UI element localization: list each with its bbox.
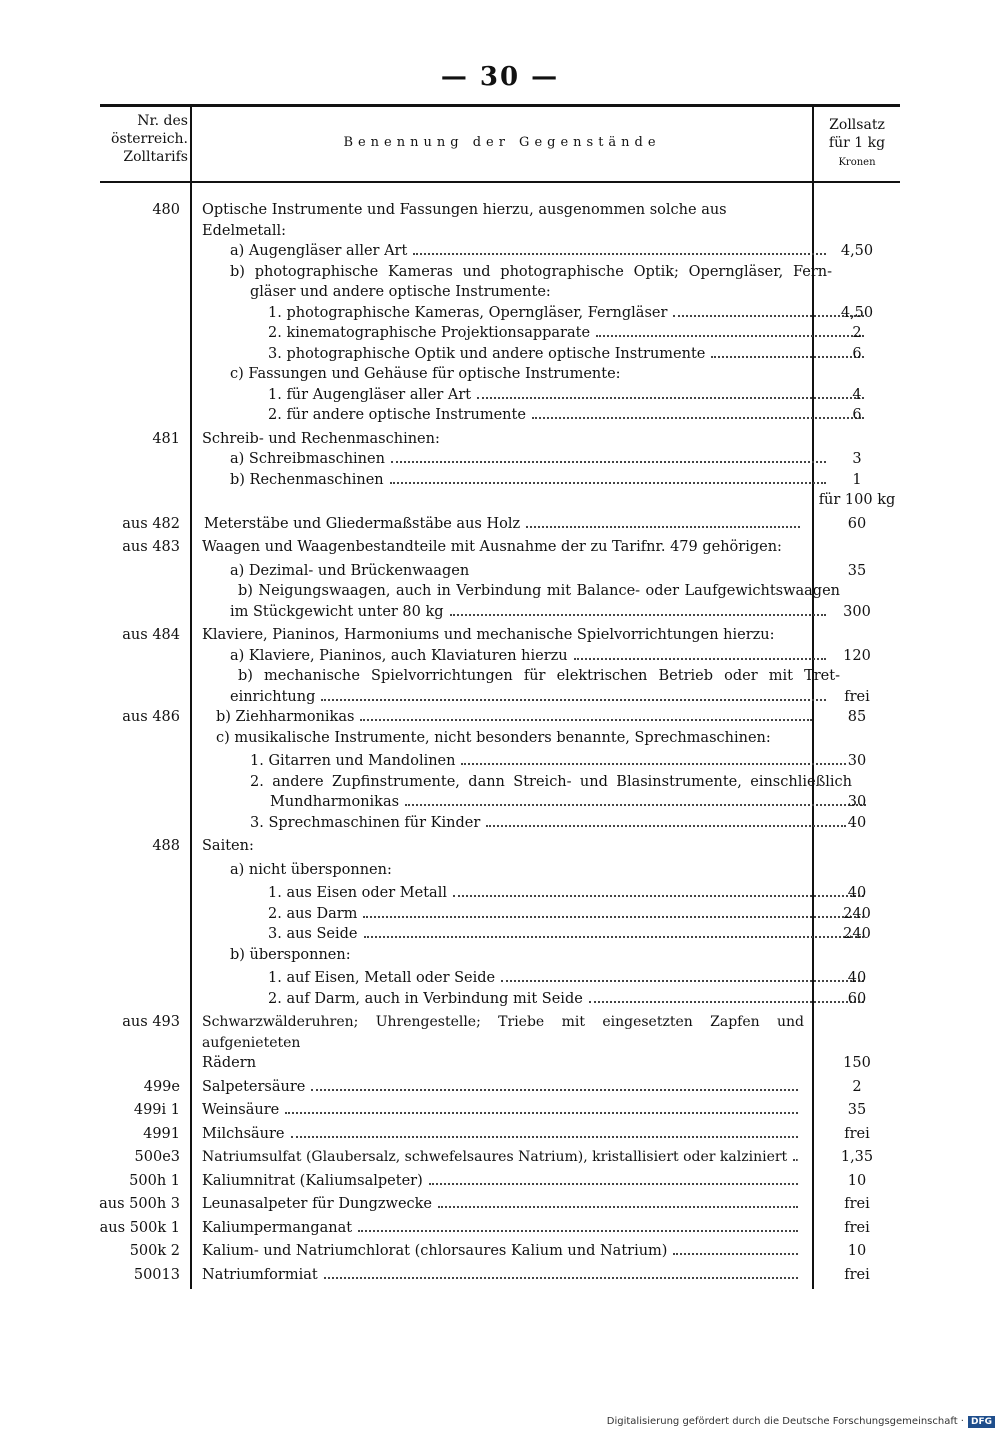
table-row — [100, 385, 900, 406]
item-text: b) photographische Kameras und photographische Optik; Operngläser, Fern- — [230, 263, 832, 280]
item-text: Rädern — [202, 1055, 257, 1071]
item-text: c) Fassungen und Gehäuse für optische Instrumente: — [230, 366, 621, 382]
tariff-number: 50013 — [133, 1266, 180, 1283]
duty-rate: 1,35 — [840, 1149, 874, 1165]
item-text: Weinsäure — [202, 1100, 804, 1121]
table-row — [100, 1147, 900, 1168]
tariff-number: 500e3 — [134, 1149, 180, 1165]
table-row — [100, 200, 900, 241]
item-text: a) Schreibmaschinen — [202, 449, 832, 470]
table-row — [100, 429, 900, 450]
table-row — [100, 303, 900, 324]
duty-rate: 6 — [852, 345, 862, 362]
item-text: 2. auf Darm, auch in Verbindung mit Seide — [202, 989, 870, 1010]
tariff-table — [100, 104, 900, 1289]
header-duty-rate — [814, 116, 900, 172]
tariff-number: 500h 1 — [129, 1172, 180, 1189]
header-nr-line: Zolltarifs — [123, 149, 188, 165]
duty-rate: frei — [844, 1125, 870, 1142]
header-item-name: Benennung der Gegenstände — [343, 135, 661, 150]
item-text: 2. andere Zupfinstrumente, dann Streich- und Blasinstrumente, einschließlich — [250, 773, 852, 790]
duty-rate: 30 — [847, 794, 867, 810]
tariff-number: 500k 2 — [129, 1243, 180, 1259]
table-row — [100, 490, 900, 511]
duty-rate: 2 — [852, 1078, 862, 1095]
table-row — [100, 602, 900, 623]
table-row — [100, 813, 900, 834]
duty-rate: frei — [844, 1266, 870, 1283]
item-text: Schreib- und Rechenmaschinen: — [202, 430, 440, 447]
table-row — [100, 344, 900, 365]
table-row — [100, 537, 900, 558]
item-text: Schwarzwälderuhren; Uhrengestelle; Triebe mit eingesetzten Zapfen und aufgenieteten — [202, 1014, 804, 1051]
item-text: 3. photographische Optik und andere optische Instrumente — [202, 344, 870, 365]
item-text: b) Ziehharmonikas — [202, 707, 818, 728]
item-text: im Stückgewicht unter 80 kg — [202, 602, 832, 623]
table-row — [100, 687, 900, 708]
item-text — [202, 490, 804, 511]
table-row — [100, 581, 900, 602]
digitization-credit — [0, 1416, 995, 1428]
table-row — [100, 924, 900, 945]
item-text: a) Dezimal- und Brückenwaagen — [230, 562, 470, 579]
table-row — [100, 364, 900, 385]
item-text: Milchsäure — [202, 1124, 804, 1145]
duty-rate: 6 — [852, 407, 862, 423]
header-rate-unit: Kronen — [838, 157, 876, 168]
duty-rate: 4,50 — [840, 243, 874, 259]
item-text: Natriumsulfat (Glaubersalz, schwefelsaures Natrium), kristallisiert oder kalziniert — [202, 1147, 804, 1168]
header-nr-line: österreich. — [111, 131, 188, 147]
item-text: b) Rechenmaschinen — [202, 470, 832, 491]
table-row — [100, 1053, 900, 1074]
table-row — [100, 792, 900, 813]
header-tariff-number — [100, 112, 188, 166]
item-text: 1. photographische Kameras, Operngläser, Ferngläser — [202, 303, 870, 324]
item-text: 1. Gitarren und Mandolinen — [202, 751, 852, 772]
item-text: Salpetersäure — [202, 1077, 804, 1098]
duty-rate: frei — [844, 688, 870, 705]
duty-rate: 35 — [847, 1102, 867, 1118]
item-text: b) übersponnen: — [230, 946, 351, 963]
table-row — [100, 883, 900, 904]
table-row — [100, 860, 900, 881]
item-text: 2. kinematographische Projektionsapparate — [202, 323, 870, 344]
duty-rate: frei — [844, 1196, 870, 1212]
item-text: einrichtung — [202, 687, 832, 708]
item-text: Optische Instrumente und Fassungen hierzu, ausgenommen solche aus Edelmetall: — [202, 202, 727, 239]
item-text: Klaviere, Pianinos, Harmoniums und mechanische Spielvorrichtungen hierzu: — [202, 627, 775, 643]
table-row — [100, 1124, 900, 1145]
item-text: Waagen und Waagenbestandteile mit Ausnahme der zu Tarifnr. 479 gehörigen: — [202, 539, 782, 555]
item-text: 3. Sprechmaschinen für Kinder — [202, 813, 852, 834]
table-row — [100, 1241, 900, 1262]
item-text: a) nicht übersponnen: — [230, 861, 392, 878]
table-row — [100, 262, 900, 283]
item-text: 1. aus Eisen oder Metall — [202, 883, 870, 904]
duty-rate: 240 — [843, 905, 871, 922]
item-text: Kalium- und Natriumchlorat (chlorsaures Kalium und Natrium) — [202, 1241, 804, 1262]
item-text: a) Augengläser aller Art — [202, 241, 832, 262]
item-text: Meterstäbe und Gliedermaßstäbe aus Holz — [202, 514, 806, 535]
tariff-number: aus 500k 1 — [99, 1219, 180, 1236]
item-text: gläser und andere optische Instrumente: — [250, 284, 551, 300]
table-row — [100, 989, 900, 1010]
duty-rate: 10 — [847, 1172, 867, 1189]
tariff-number: aus 500h 3 — [99, 1196, 180, 1212]
duty-rate: 1 — [852, 471, 862, 488]
table-row — [100, 666, 900, 687]
duty-rate: 85 — [847, 709, 867, 725]
duty-rate: 3 — [852, 451, 862, 467]
table-row — [100, 282, 900, 303]
duty-rate: 60 — [847, 515, 867, 532]
table-row — [100, 904, 900, 925]
table-row — [100, 323, 900, 344]
tariff-number: 481 — [152, 430, 180, 447]
duty-rate: 60 — [847, 990, 867, 1007]
item-text: Kaliumpermanganat — [202, 1218, 804, 1239]
table-header-rule — [100, 181, 900, 183]
item-text: Leunasalpeter für Dungzwecke — [202, 1194, 804, 1215]
table-row — [100, 514, 900, 535]
table-row — [100, 1194, 900, 1215]
tariff-number: 488 — [152, 838, 180, 854]
item-text: 3. aus Seide — [202, 924, 870, 945]
duty-rate: 10 — [847, 1243, 867, 1259]
table-row — [100, 728, 900, 749]
duty-rate: 40 — [847, 970, 867, 986]
item-text: b) mechanische Spielvorrichtungen für elektrischen Betrieb oder mit Tret- — [238, 668, 840, 684]
tariff-number: aus 482 — [122, 515, 180, 532]
table-row — [100, 405, 900, 426]
item-text: 2. aus Darm — [202, 904, 870, 925]
header-rate-line: für 1 kg — [828, 135, 886, 151]
item-text: 1. für Augengläser aller Art — [202, 385, 870, 406]
credit-text: Digitalisierung gefördert durch die Deutsche Forschungsgemeinschaft · — [606, 1416, 964, 1427]
table-row — [100, 968, 900, 989]
table-row — [100, 751, 900, 772]
table-row — [100, 1171, 900, 1192]
tariff-number: 499i 1 — [133, 1102, 180, 1118]
duty-rate: 40 — [847, 814, 867, 831]
duty-rate: 4,50 — [840, 304, 874, 321]
duty-rate: 35 — [847, 562, 867, 579]
table-top-rule — [100, 104, 900, 107]
table-row — [100, 945, 900, 966]
duty-rate: 240 — [843, 926, 871, 942]
duty-rate: 120 — [843, 647, 871, 664]
table-row — [100, 646, 900, 667]
item-text: 1. auf Eisen, Metall oder Seide — [202, 968, 870, 989]
duty-rate: 4 — [852, 386, 862, 403]
table-row — [100, 625, 900, 646]
table-row — [100, 449, 900, 470]
item-text: 2. für andere optische Instrumente — [202, 405, 870, 426]
rate-unit-note: für 100 kg — [818, 492, 896, 508]
table-row — [100, 1100, 900, 1121]
dfg-logo: DFG — [968, 1416, 995, 1428]
page-number: — 30 — — [440, 62, 560, 92]
item-text: Mundharmonikas — [202, 792, 872, 813]
tariff-number: 499e — [143, 1078, 180, 1095]
tariff-number: aus 483 — [122, 539, 180, 555]
duty-rate: 2 — [852, 325, 862, 341]
table-row — [100, 561, 900, 582]
item-text: b) Neigungswaagen, auch in Verbindung mit Balance- oder Laufgewichtswaagen — [238, 583, 840, 599]
duty-rate: 30 — [847, 753, 867, 769]
item-text: Kaliumnitrat (Kaliumsalpeter) — [202, 1171, 804, 1192]
header-rate-line: Zollsatz — [829, 117, 885, 133]
table-row — [100, 1218, 900, 1239]
table-row — [100, 772, 900, 793]
item-text: c) musikalische Instrumente, nicht besonders benannte, Sprechmaschinen: — [216, 729, 771, 746]
item-text: Natriumformiat — [202, 1265, 804, 1286]
duty-rate: frei — [844, 1219, 870, 1236]
tariff-number: aus 493 — [122, 1014, 180, 1030]
table-row — [100, 836, 900, 857]
table-row — [100, 470, 900, 491]
duty-rate: 40 — [847, 885, 867, 901]
tariff-number: aus 484 — [122, 627, 180, 643]
duty-rate: 300 — [843, 603, 871, 620]
table-row — [100, 707, 900, 728]
table-row — [100, 241, 900, 262]
table-row — [100, 1265, 900, 1286]
tariff-number: 480 — [152, 202, 180, 218]
table-row — [100, 1012, 900, 1053]
tariff-number: aus 486 — [122, 709, 180, 725]
header-nr-line: Nr. des — [137, 113, 188, 129]
item-text: Saiten: — [202, 838, 254, 854]
table-body — [100, 200, 900, 1285]
item-text: a) Klaviere, Pianinos, auch Klaviaturen hierzu — [202, 646, 832, 667]
duty-rate: 150 — [843, 1055, 871, 1071]
table-row — [100, 1077, 900, 1098]
tariff-number: 4991 — [143, 1125, 180, 1142]
